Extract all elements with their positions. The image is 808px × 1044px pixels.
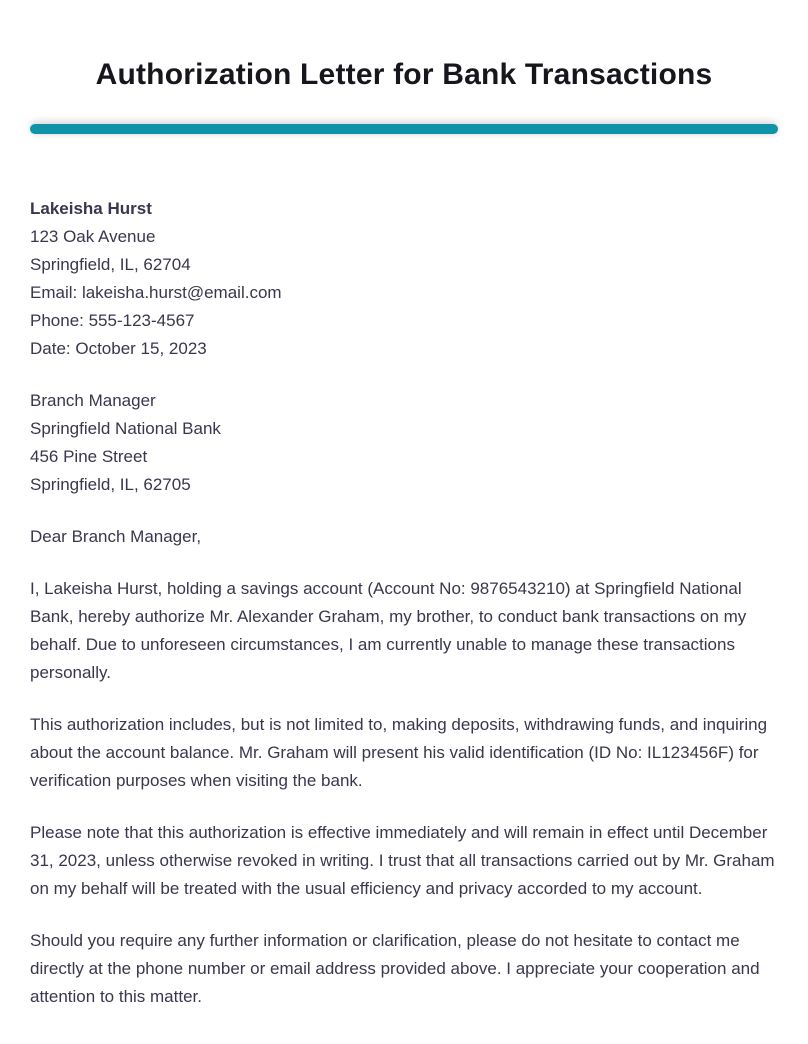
accent-divider-bar — [30, 124, 778, 134]
salutation: Dear Branch Manager, — [30, 527, 202, 546]
sender-phone: Phone: 555-123-4567 — [30, 311, 195, 330]
letter-date: Date: October 15, 2023 — [30, 339, 207, 358]
sender-street: 123 Oak Avenue — [30, 227, 156, 246]
recipient-address-block — [30, 387, 778, 499]
paragraph-contact: Should you require any further information or clarification, please do not hesitate to contact me directly at the phone number or email address provided above. I appreciate your cooperation and attention to this matter. — [30, 931, 760, 1006]
letter-body — [30, 195, 778, 1011]
paragraph-effective-period: Please note that this authorization is effective immediately and will remain in effect until December 31, 2023, unless otherwise revoked in writing. I trust that all transactions carried out by Mr. Graham on my behalf will be treated with the usual efficiency and privacy accorded to my account. — [30, 823, 775, 898]
recipient-city: Springfield, IL, 62705 — [30, 475, 191, 494]
sender-city: Springfield, IL, 62704 — [30, 255, 191, 274]
recipient-street: 456 Pine Street — [30, 447, 148, 466]
recipient-title: Branch Manager — [30, 391, 156, 410]
sender-email: Email: lakeisha.hurst@email.com — [30, 283, 282, 302]
recipient-org: Springfield National Bank — [30, 419, 221, 438]
sender-address-block — [30, 195, 778, 363]
sender-name: Lakeisha Hurst — [30, 199, 152, 218]
paragraph-authorization: I, Lakeisha Hurst, holding a savings account (Account No: 9876543210) at Springfield National Bank, hereby authorize Mr. Alexander Graham, my brother, to conduct bank transactions on my behalf. Due to unforeseen circumstances, I am currently unable to manage these transactions personally. — [30, 579, 747, 682]
paragraph-scope: This authorization includes, but is not limited to, making deposits, withdrawing funds, and inquiring about the account balance. Mr. Graham will present his valid identification (ID No: IL123456F) for verification purposes when visiting the bank. — [30, 715, 768, 790]
page-title: Authorization Letter for Bank Transactions — [95, 58, 713, 91]
